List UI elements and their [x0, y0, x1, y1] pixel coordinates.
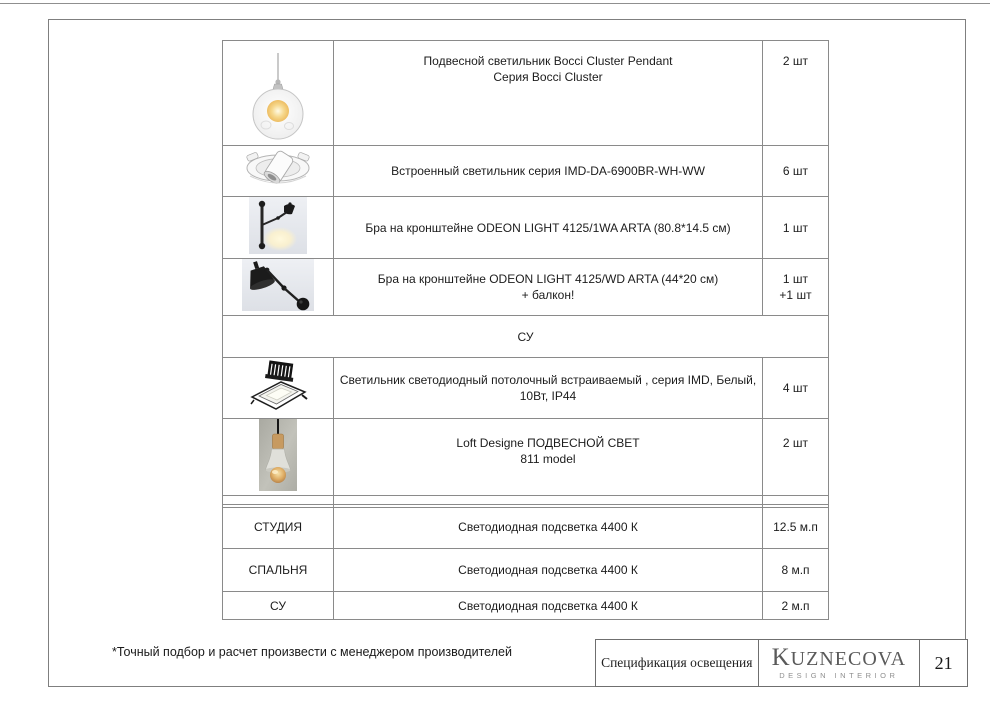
brand-name: KUZNECOVA: [771, 643, 907, 671]
footnote-text: *Точный подбор и расчет произвести с менеджером производителей: [112, 645, 512, 659]
footnote: [112, 645, 512, 659]
table-row: [223, 259, 829, 316]
room-cell: [223, 505, 334, 549]
room-cell: [223, 549, 334, 592]
product-description: [334, 41, 763, 146]
sheet-title: [596, 640, 758, 686]
odeon-light-wd-wall-bracket-image: [242, 259, 314, 311]
backlight-description: [334, 505, 763, 549]
quantity-cell: [763, 549, 829, 592]
description-line: 811 model: [520, 452, 576, 466]
description-line: Светодиодная подсветка 4400 К: [458, 598, 638, 613]
quantity-cell: [763, 358, 829, 419]
quantity-cell: [763, 146, 829, 197]
quantity-cell: [763, 505, 829, 549]
product-description: [334, 358, 763, 419]
quantity-cell: [763, 41, 829, 146]
section-label-text: СУ: [517, 329, 534, 344]
description-line: Серия Bocci Cluster: [493, 70, 603, 84]
brand-subtitle: DESIGN INTERIOR: [779, 670, 899, 680]
description-line: Светильник светодиодный потолочный встраиваемый , серия IMD, Белый, 10Вт, IP44: [339, 373, 757, 403]
product-image-cell: [223, 41, 334, 146]
quantity-value: 2 м.п: [781, 598, 810, 613]
quantity-value: +1 шт: [779, 288, 812, 302]
description-line: Светодиодная подсветка 4400 К: [458, 519, 638, 534]
table-row: [223, 549, 829, 592]
quantity-value: 2 шт: [782, 54, 809, 68]
room-cell: [223, 592, 334, 620]
description-line: Подвесной светильник Bocci Cluster Pendant: [423, 54, 673, 68]
page-number-text: 21: [934, 652, 953, 673]
product-description: [334, 259, 763, 316]
quantity-cell: [763, 592, 829, 620]
quantity-value: 4 шт: [782, 381, 809, 395]
quantity-cell: [763, 259, 829, 316]
table-row: [223, 419, 829, 496]
brand-logo: [758, 640, 921, 686]
description-line: Loft Designe ПОДВЕСНОЙ СВЕТ: [456, 436, 640, 450]
table-row: [223, 505, 829, 549]
room-label: СТУДИЯ: [253, 519, 303, 534]
room-label: СУ: [270, 598, 286, 613]
quantity-value: 8 м.п: [781, 563, 810, 577]
fixtures-table: [222, 40, 829, 508]
table-row: [223, 197, 829, 259]
backlight-table: [222, 504, 829, 620]
quantity-value: 12.5 м.п: [773, 519, 818, 534]
odeon-light-1wa-wall-bracket-image: [249, 197, 307, 254]
bocci-cluster-pendant-image: [248, 53, 308, 141]
product-image-cell: [223, 419, 334, 496]
recessed-gimbal-spotlight-image: [244, 146, 312, 192]
table-row: [223, 41, 829, 146]
sheet-title-text: Спецификация освещения: [601, 655, 753, 670]
quantity-value: 1 шт: [782, 272, 809, 286]
table-row: [223, 358, 829, 419]
product-image-cell: [223, 358, 334, 419]
description-line: + балкон!: [521, 288, 575, 302]
backlight-description: [334, 592, 763, 620]
quantity-cell: [763, 419, 829, 496]
product-image-cell: [223, 259, 334, 316]
description-line: Светодиодная подсветка 4400 К: [458, 563, 638, 577]
loft-designe-pendant-image: [259, 419, 297, 491]
quantity-value: 1 шт: [782, 220, 809, 235]
room-label: СПАЛЬНЯ: [248, 563, 308, 577]
product-image-cell: [223, 146, 334, 197]
description-line: Бра на кронштейне ODEON LIGHT 4125/1WA ARTA (80.8*14.5 см): [365, 220, 731, 235]
quantity-value: 6 шт: [782, 164, 809, 178]
title-block: [595, 639, 968, 687]
section-label: [223, 316, 829, 358]
product-description: [334, 197, 763, 259]
backlight-description: [334, 549, 763, 592]
page-top-divider: [0, 3, 990, 4]
quantity-value: 2 шт: [782, 436, 809, 450]
product-image-cell: [223, 197, 334, 259]
section-row: [223, 316, 829, 358]
description-line: Встроенный светильник серия IMD-DA-6900BR-WH-WW: [391, 164, 705, 178]
table-row: [223, 146, 829, 197]
description-line: Бра на кронштейне ODEON LIGHT 4125/WD ARTA (44*20 см): [377, 272, 719, 286]
product-description: [334, 419, 763, 496]
quantity-cell: [763, 197, 829, 259]
table-row: [223, 592, 829, 620]
imd-led-recessed-downlight-image: [247, 358, 309, 414]
product-description: [334, 146, 763, 197]
page-number: [920, 640, 967, 686]
